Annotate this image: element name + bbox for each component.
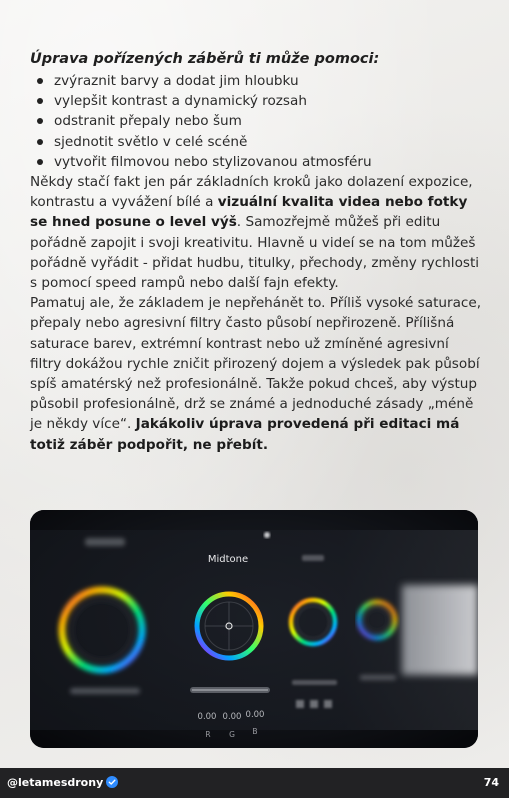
paragraph-bold-text: vizuální kvalita videa nebo fotky se hned posune o level výš	[30, 194, 468, 231]
author-handle[interactable]	[7, 776, 118, 789]
paragraph-dont-overdo	[30, 293, 482, 455]
page-footer	[0, 768, 509, 798]
paragraph-bold-text: Jakákoliv úprava provedená při editaci má totiž záběr podpořit, ne přebít.	[30, 416, 460, 453]
paragraph-editing-basics	[30, 172, 482, 293]
paragraph-text: Někdy stačí fakt jen pár základních kroků jako dolazení expozice, kontrastu a vyvážení bílé a	[30, 174, 473, 211]
list-item: odstranit přepaly nebo šum	[30, 111, 482, 131]
value-b: 0.00	[245, 710, 265, 720]
benefits-list	[30, 71, 482, 172]
color-grading-photo	[30, 510, 478, 748]
list-item: sjednotit světlo v celé scéně	[30, 132, 482, 152]
channel-b: B	[252, 727, 258, 736]
list-item: vytvořit filmovou nebo stylizovanou atmosféru	[30, 152, 482, 172]
list-item: vylepšit kontrast a dynamický rozsah	[30, 91, 482, 111]
paragraph-text: . Samozřejmě můžeš při editu pořádně zapojit i svoji kreativitu. Hlavně u videí se na tom můžeš pořádně vyřádit - přidat hudbu, titulky, přechody, změny rychlosti s pomocí speed rampů nebo další fajn efekty.	[30, 214, 480, 292]
channel-g: G	[229, 730, 235, 739]
list-item: zvýraznit barvy a dodat jim hloubku	[30, 71, 482, 91]
page-content	[30, 51, 482, 455]
paragraph-text: Pamatuj ale, že základem je nepřehánět to. Příliš vysoké saturace, přepaly nebo agresivní filtry často působí nepřirozeně. Přílišná saturace barev, extrémní kontrast nebo už zmíněné agresivní filtry dokážou rychle zničit přirozený dojem a výsledek pak působí spíš amatérský než profesionálně. Takže pokud chceš, aby výstup působil profesionálně, drž se známé a jednoduché zásady „méně je někdy více“.	[30, 295, 482, 433]
page-number: 74	[483, 776, 499, 789]
section-heading: Úprava pořízených záběrů ti může pomoci:	[30, 51, 380, 67]
channel-r: R	[205, 730, 211, 739]
handle-text: @letamesdrony	[7, 776, 104, 789]
wheel-label: Midtone	[207, 554, 249, 565]
verified-badge-icon	[106, 776, 118, 788]
value-g: 0.00	[222, 712, 242, 722]
value-r: 0.00	[197, 712, 217, 722]
color-wheels-image	[30, 510, 478, 748]
